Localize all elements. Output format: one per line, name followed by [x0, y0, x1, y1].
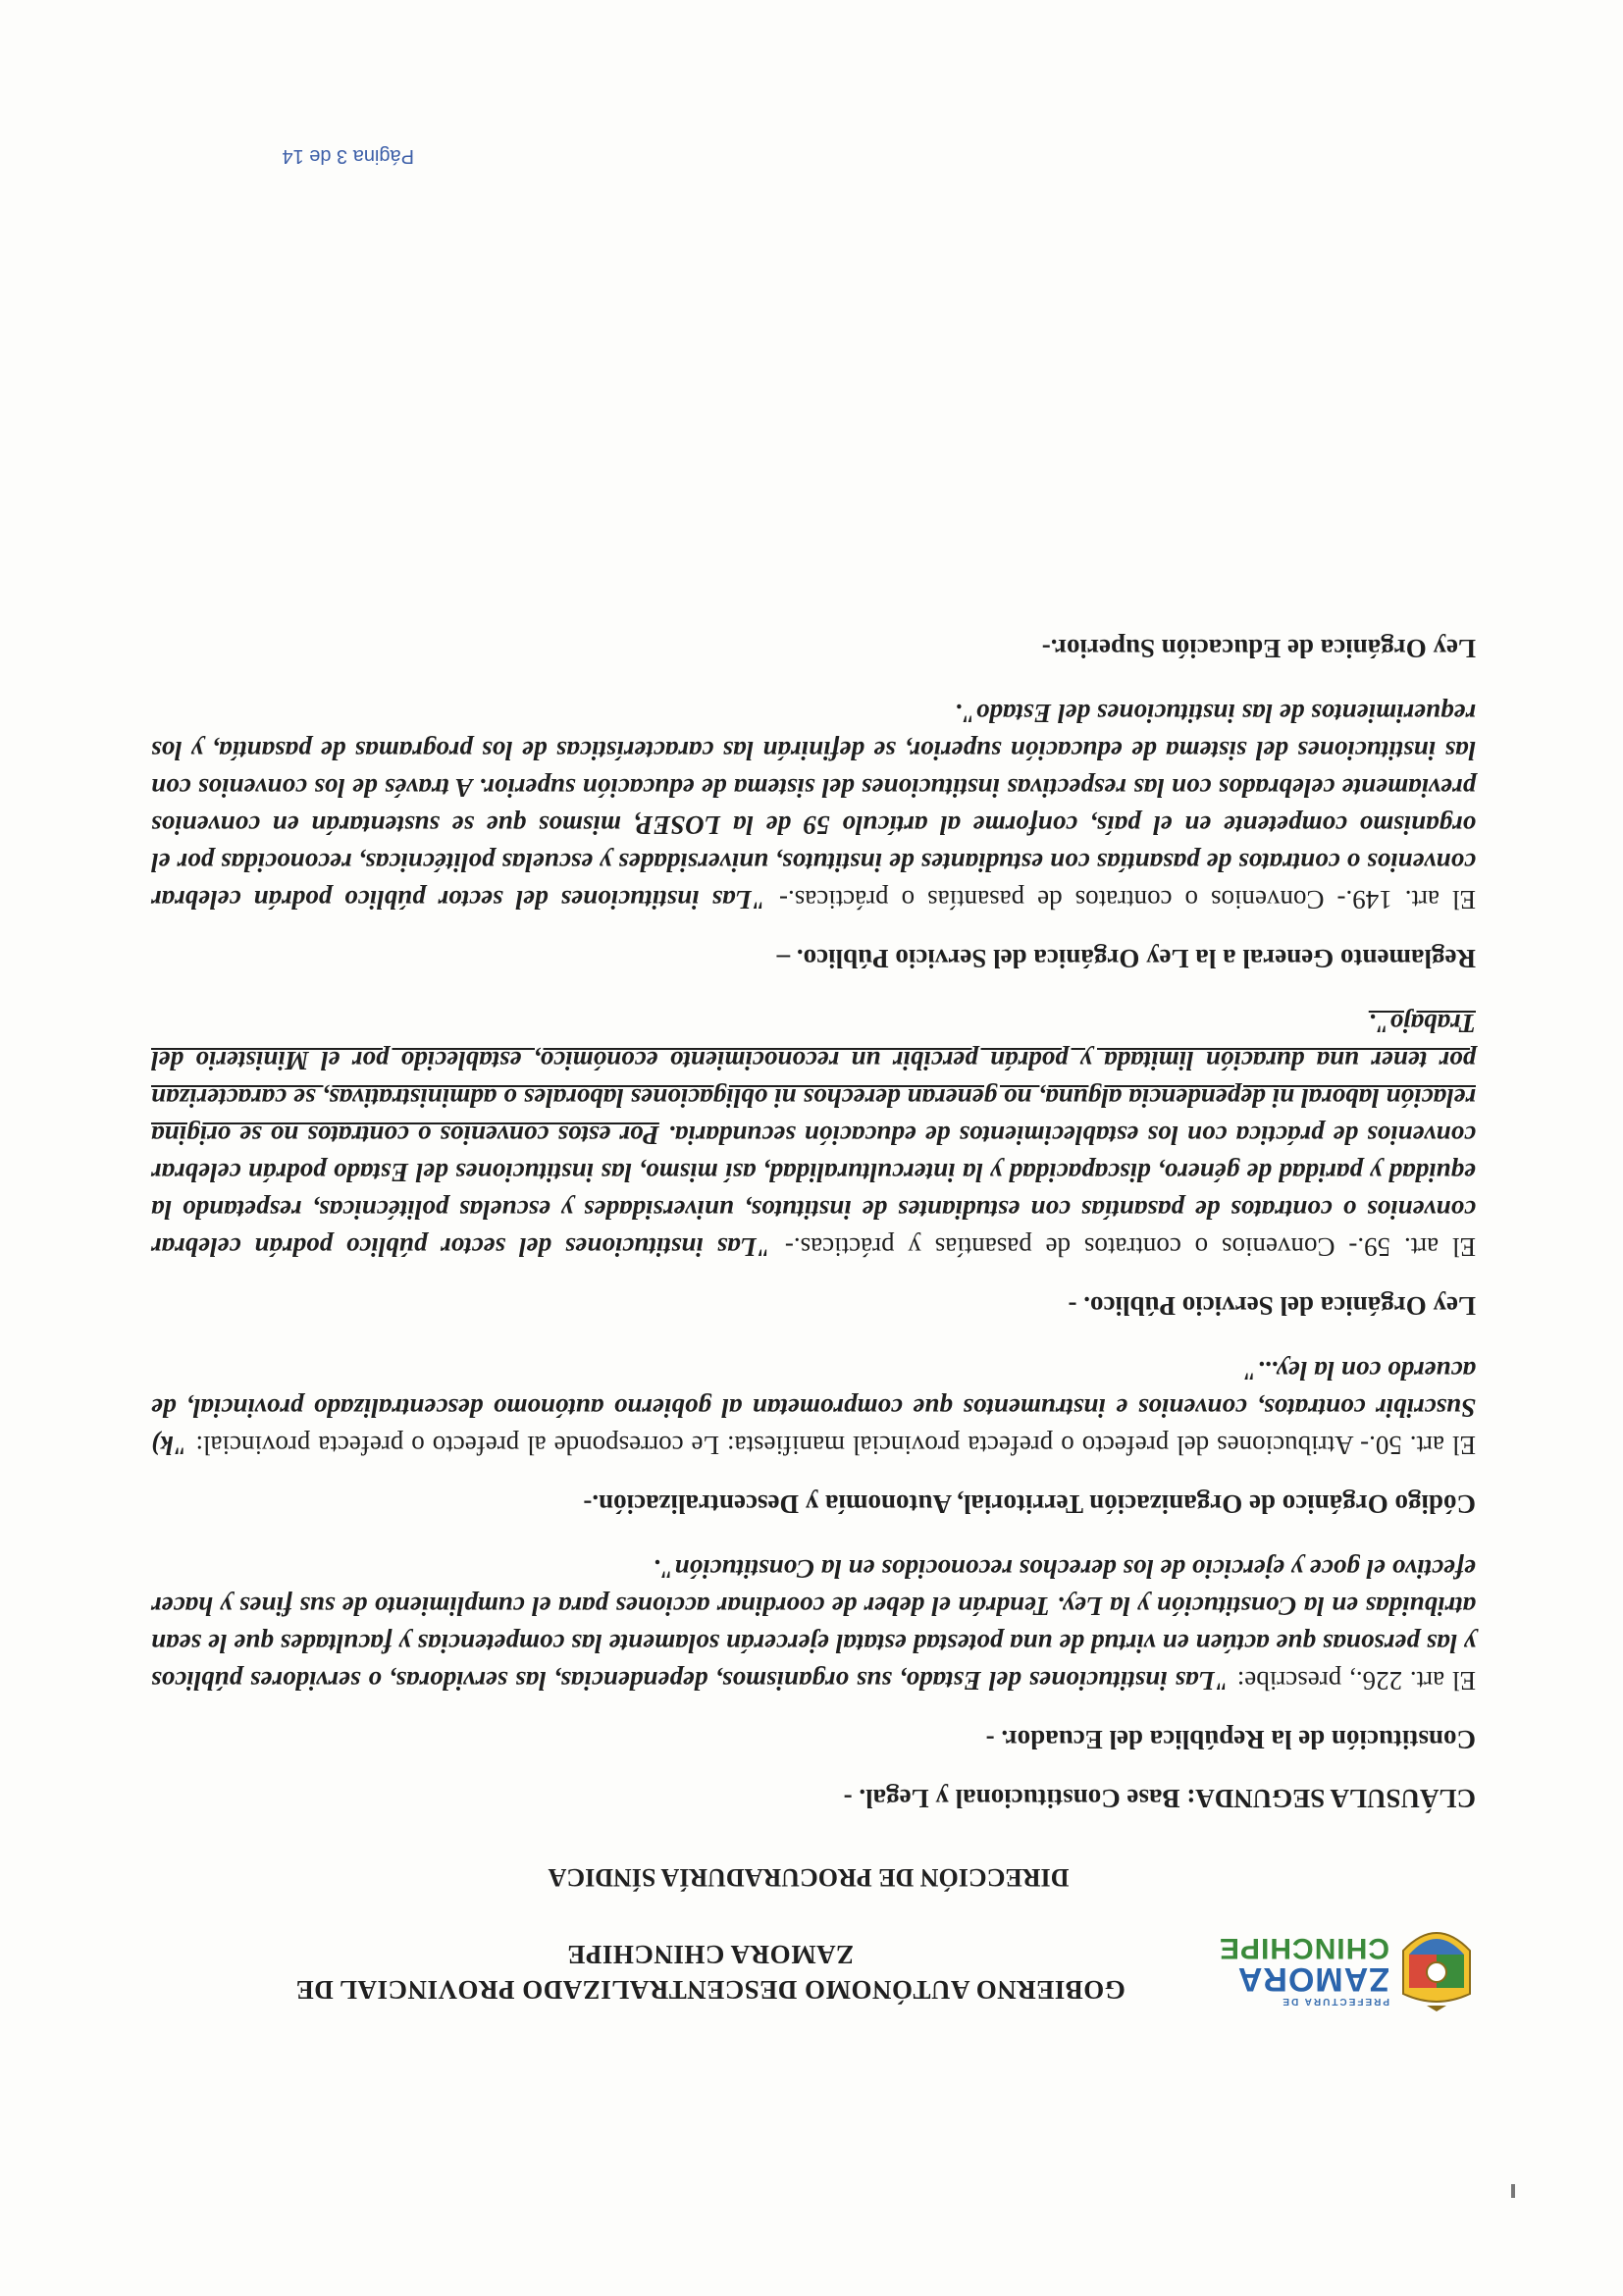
underlined-quote: Por estos convenios o contratos no se origina relación laboral ni dependencia alguna, no generan derechos ni obligaciones laborales o administrativas, se caracterizan por tener una duración limitada y podrán percibir un reconocimiento económico, establecido por el Ministerio del Trabajo". — [151, 1009, 1476, 1150]
department-title: DIRECCIÓN DE PROCURADURÍA SÍNDICA — [548, 1863, 1070, 1892]
article-quote: "Las instituciones del sector público podrán celebrar convenios o contratos de pasantías con estudiantes de institutos, universidades y escuelas politécnicas, reconocidas por el organismo competente en el país, conforme al artículo 59 de la LOSEP, mismos que se sustentarán en convenios previamente celebrados con las respectivas instituciones del sistema de educación superior. A través de los convenios con las instituciones del sistema de educación superior, se definirán las características de los programas de pasantía, y los requerimientos de las instituciones del Estado". — [151, 699, 1476, 914]
page-number: Página 3 de 14 — [282, 145, 414, 167]
clause-heading: CLÁUSULA SEGUNDA: Base Constitucional y Legal. - — [843, 1784, 1476, 1813]
article-quote: "Las instituciones del Estado, sus organismos, dependencias, las servidoras, o servidores públicos y las personas que actúen en virtud de una potestad estatal ejercerán solamente las competencias y facultades que le sean atribuidas en la Constitución y la Ley. Tendrán el deber de coordinar acciones para el cumplimiento de sus fines y hacer efectivo el goce y ejercicio de los derechos reconocidos en la Constitución". — [151, 1554, 1476, 1696]
section-title: Ley Orgánica del Servicio Público. - — [1068, 1291, 1476, 1321]
letterhead — [161, 1904, 1476, 2011]
article-intro: El art. 59.- Convenios o contratos de pasantías y prácticas.- — [771, 1232, 1476, 1262]
section-title: Constitución de la República del Ecuador. - — [985, 1725, 1476, 1754]
wordmark-small: PREFECTURA DE — [1281, 1996, 1389, 2007]
scan-artifact — [1511, 2184, 1515, 2198]
article-intro: El art. 149.- Convenios o contratos de pasantías o prácticas.- — [765, 885, 1476, 914]
section-title: Ley Orgánica de Educación Superior.- — [1041, 634, 1476, 663]
prefecture-wordmark — [1218, 1932, 1389, 2007]
organization-title — [239, 1937, 1181, 2008]
wordmark-line2: CHINCHIPE — [1218, 1932, 1389, 1964]
section-paragraph — [151, 1550, 1476, 1699]
section-paragraph — [151, 695, 1476, 918]
wordmark-line1: ZAMORA — [1236, 1960, 1389, 1998]
organization-title-line1: GOBIERNO AUTÓNOMO DESCENTRALIZADO PROVINCIAL DE — [295, 1975, 1126, 2005]
article-quote: "k) Suscribir contratos, convenios e instrumentos que comprometan al gobierno autónomo descentralizado provincial, de acuerdo con la ley..." — [151, 1356, 1476, 1460]
section-title: Código Orgánico de Organización Territorial, Autonomía y Descentralización.- — [583, 1489, 1476, 1519]
section-title: Reglamento General a la Ley Orgánica del Servicio Público. – — [776, 944, 1476, 973]
section-paragraph — [151, 1352, 1476, 1464]
article-intro: El art. 226., prescribe: — [1229, 1666, 1476, 1696]
organization-title-line2: ZAMORA CHINCHIPE — [566, 1940, 855, 1969]
document-body — [151, 608, 1476, 1817]
article-intro: El art. 50.- Atribuciones del prefecto o prefecta provincial manifiesta: Le corresponde al prefecto o prefecta provincial: — [187, 1431, 1476, 1460]
article-quote: "Las instituciones del sector público podrán celebrar convenios o contratos de pasantías con estudiantes de institutos, universidades y escuelas politécnicas, respetando la equidad y paridad de género, discapacidad y la interculturalidad, así mismo, las instituciones del Estado podrán celebrar convenios de práctica con los establecimientos de educación secundaria. — [151, 1121, 1476, 1262]
prefecture-crest-logo — [1397, 1913, 1476, 2011]
section-paragraph — [151, 1005, 1476, 1266]
